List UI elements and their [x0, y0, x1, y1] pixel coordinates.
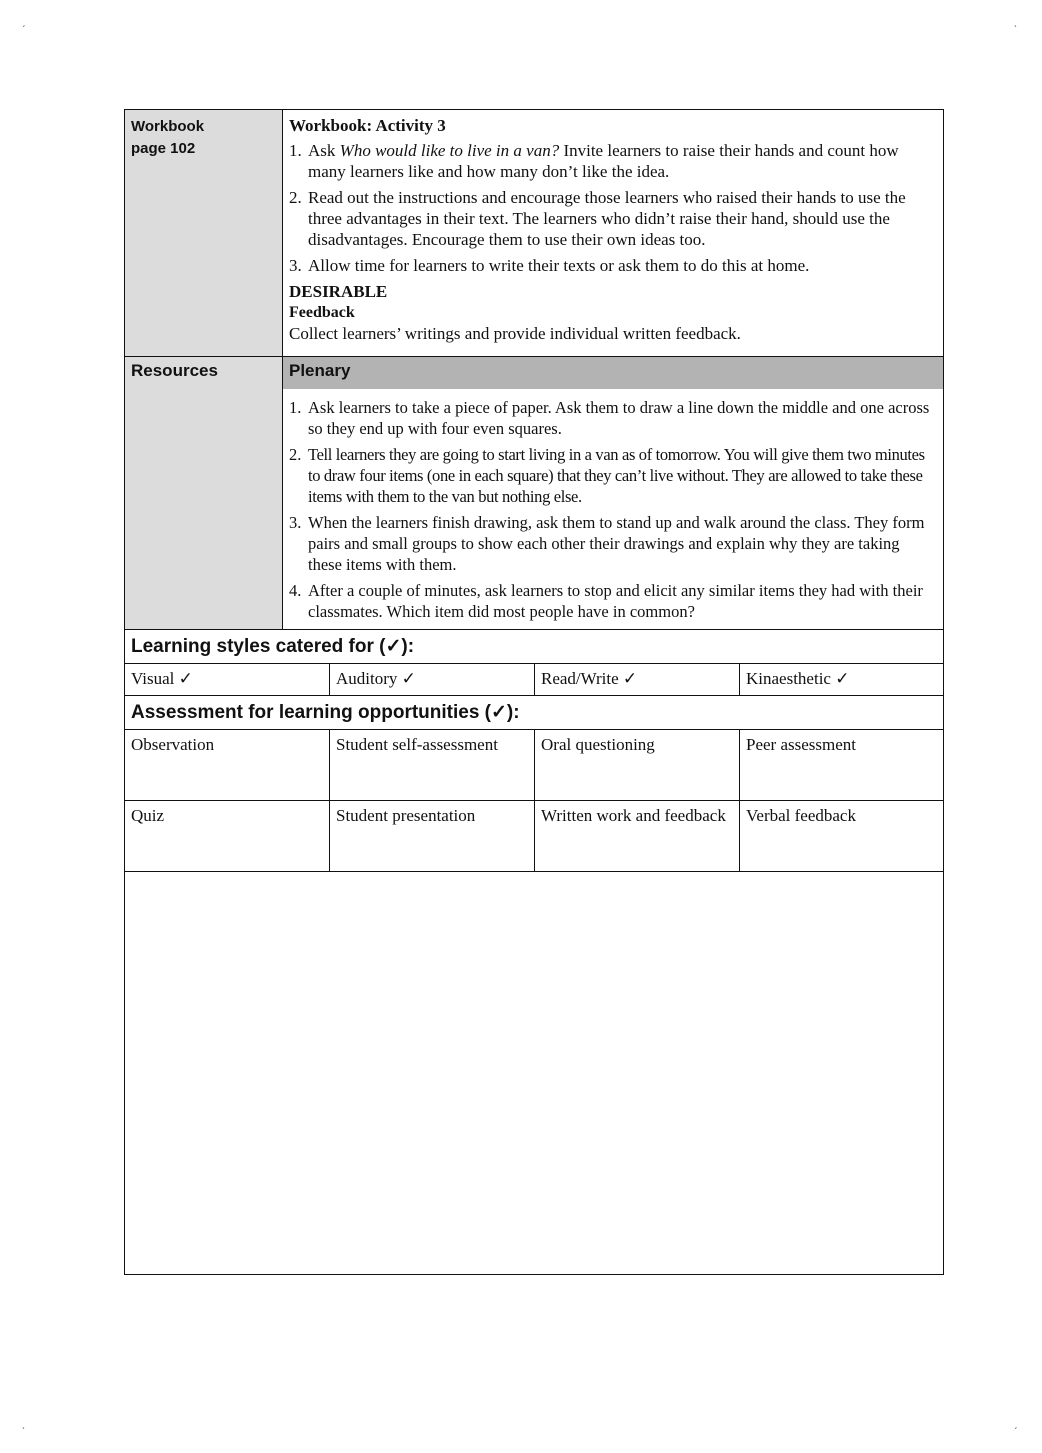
assessment-cell: Written work and feedback — [535, 801, 740, 871]
assessment-cell: Student presentation — [330, 801, 535, 871]
plenary-content — [283, 389, 943, 629]
crop-mark-bottom-right: ˏ — [1014, 1419, 1018, 1430]
plenary-row — [125, 389, 943, 629]
workbook-sidebar — [125, 110, 283, 356]
assessment-cell: Observation — [125, 730, 330, 800]
learning-style-cell: Read/Write ✓ — [535, 664, 740, 695]
step-number: 3. — [289, 256, 302, 275]
step-number: 4. — [289, 581, 302, 600]
workbook-label: Workbook — [131, 118, 205, 135]
step-text: Ask learners to take a piece of paper. Ask them to draw a line down the middle and one across so they end up with four even squares. — [308, 398, 930, 438]
assessment-cell: Quiz — [125, 801, 330, 871]
workbook-activity-row — [125, 110, 943, 356]
step-number: 1. — [289, 141, 302, 160]
learning-styles-row — [125, 663, 943, 695]
resources-sidebar — [125, 389, 283, 629]
plenary-step — [289, 444, 937, 507]
assessment-cell: Student self-assessment — [330, 730, 535, 800]
step-text: Tell learners they are going to start living in a van as of tomorrow. You will give them two minutes to draw four items (one in each square) that they can’t live without. They are allowed to take these items with them to the van but nothing else. — [308, 445, 925, 506]
step-text: When the learners finish drawing, ask them to stand up and walk around the class. They form pairs and small groups to show each other their drawings and explain why they are taking these items with them. — [308, 513, 925, 574]
activity-step — [289, 255, 937, 276]
step-text-post: Invite learners to raise their hands and count how many learners like and how many don’t like the idea. — [308, 141, 899, 181]
activity-step — [289, 140, 937, 182]
step-number: 1. — [289, 398, 302, 417]
feedback-heading: Feedback — [289, 304, 355, 321]
learning-styles-heading: Learning styles catered for (✓): — [125, 629, 943, 663]
step-number: 2. — [289, 188, 302, 207]
activity-step — [289, 187, 937, 250]
learning-style-cell: Auditory ✓ — [330, 664, 535, 695]
assessment-cell: Peer assessment — [746, 735, 857, 754]
step-number: 3. — [289, 513, 302, 532]
assessment-cell: Verbal feedback — [746, 806, 856, 825]
plenary-header-row — [125, 356, 943, 389]
assessment-row-1 — [125, 729, 943, 800]
step-text-pre: Ask — [308, 141, 340, 160]
plenary-step — [289, 397, 937, 439]
plenary-steps — [289, 397, 937, 622]
step-text: Allow time for learners to write their texts or ask them to do this at home. — [308, 256, 810, 275]
activity-title: Workbook: Activity 3 — [289, 116, 446, 135]
assessment-cell: Oral questioning — [535, 730, 740, 800]
crop-mark-top-left: ˏ — [22, 17, 26, 28]
plenary-title: Plenary — [283, 357, 943, 389]
step-question: Who would like to live in a van? — [339, 141, 560, 160]
crop-mark-top-right: ˎ — [1014, 17, 1018, 28]
step-number: 2. — [289, 445, 302, 464]
activity-steps — [289, 140, 937, 276]
crop-mark-bottom-left: ˎ — [22, 1419, 26, 1430]
assessment-row-2 — [125, 800, 943, 871]
step-text: After a couple of minutes, ask learners to stop and elicit any similar items they had with their classmates. Which item did most people have in common? — [308, 581, 923, 621]
workbook-activity-content — [283, 110, 943, 356]
resources-label: Resources — [125, 357, 283, 389]
plenary-step — [289, 580, 937, 622]
feedback-text: Collect learners’ writings and provide individual written feedback. — [289, 324, 741, 343]
assessment-heading: Assessment for learning opportunities (✓): — [125, 695, 943, 729]
workbook-page: page 102 — [131, 140, 196, 157]
step-text: Read out the instructions and encourage those learners who raised their hands to use the three advantages in their text. The learners who didn’t raise their hand, should use the disadvantages. Encourage them to use their own ideas too. — [308, 188, 906, 249]
notes-area — [125, 871, 943, 872]
learning-style-cell: Kinaesthetic ✓ — [746, 669, 850, 688]
lesson-plan-table — [124, 109, 944, 1275]
learning-style-cell: Visual ✓ — [125, 664, 330, 695]
plenary-step — [289, 512, 937, 575]
desirable-heading: DESIRABLE — [289, 282, 388, 301]
